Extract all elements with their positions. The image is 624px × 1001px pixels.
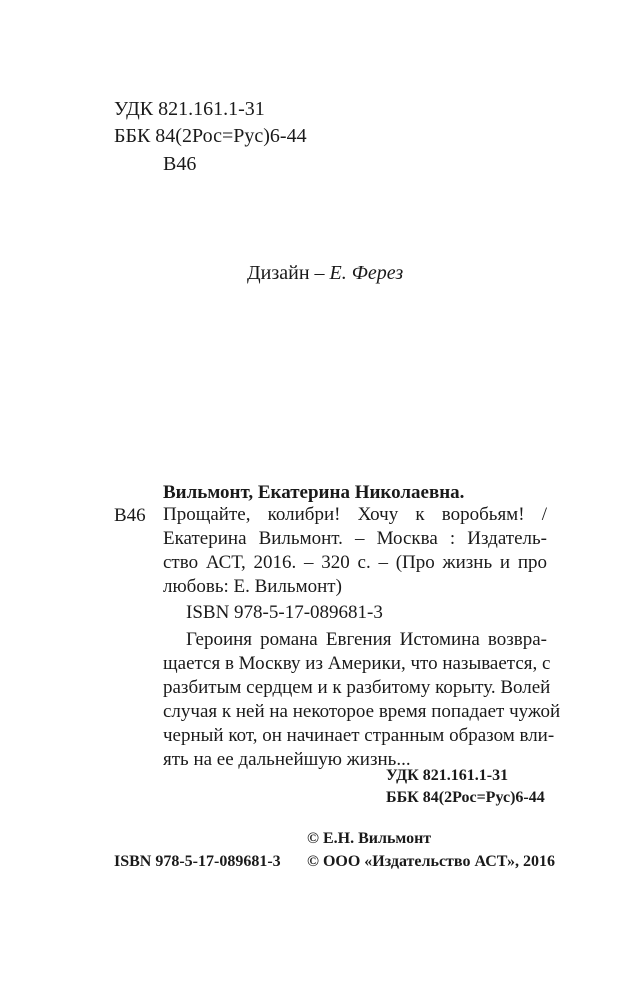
design-credit-name: Е. Ферез [329,262,404,284]
annotation-line: черный кот, он начинает странным образом вли- [163,725,555,746]
author-code-top: В46 [163,153,197,175]
design-credit [247,262,403,285]
description-line: любовь: Е. Вильмонт) [163,576,342,597]
copyright-publisher: © ООО «Издательство АСТ», 2016 [307,853,556,870]
bbk-bottom: ББК 84(2Рос=Рус)6-44 [386,789,545,806]
design-credit-label: Дизайн – [247,262,330,284]
description-line: Екатерина Вильмонт. – Москва : Издатель- [163,528,547,549]
annotation-line: Героиня романа Евгения Истомина возвра- [186,629,547,650]
udk-top: УДК 821.161.1-31 [114,98,265,120]
annotation-line: ять на ее дальнейшую жизнь... [163,749,411,770]
author-heading: Вильмонт, Екатерина Николаевна. [163,482,465,503]
bibliographic-description [163,503,547,599]
annotation-line: щается в Москву из Америки, что называется, с [163,653,551,674]
annotation [163,628,561,772]
annotation-line: разбитым сердцем и к разбитому корыту. Волей [163,677,551,698]
description-line: ство АСТ, 2016. – 320 с. – (Про жизнь и про [163,552,547,573]
copyright-author: © Е.Н. Вильмонт [307,830,432,847]
isbn-footer: ISBN 978-5-17-089681-3 [114,853,281,870]
description-line: Прощайте, колибри! Хочу к воробьям! / [163,504,547,525]
udk-bottom: УДК 821.161.1-31 [386,767,509,784]
isbn-entry: ISBN 978-5-17-089681-3 [186,602,383,623]
bbk-top: ББК 84(2Рос=Рус)6-44 [114,125,307,147]
author-code: В46 [114,505,146,526]
annotation-line: случая к ней на некоторое время попадает чужой [163,701,561,722]
